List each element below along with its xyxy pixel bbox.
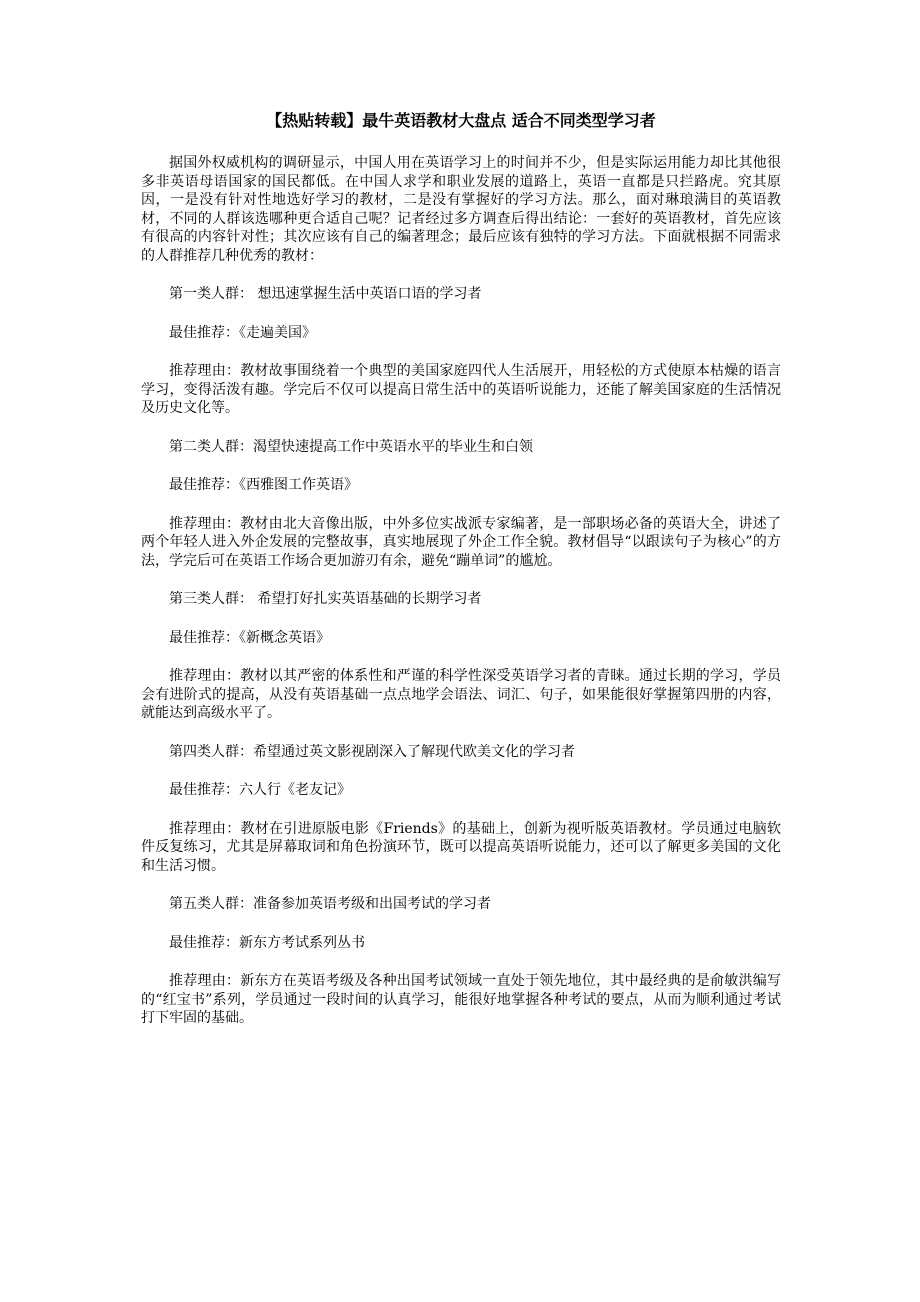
group-1-recommendation: 最佳推荐：《走遍美国》 [169,324,316,341]
group-1-reason: 推荐理由：教材故事围绕着一个典型的美国家庭四代人生活展开，用轻松的方式使原本枯燥的语言学习，变得活泼有趣。学完后不仅可以提高日常生活中的英语听说能力，还能了解美国家庭的生活情况及历史文化等。 [141,363,781,416]
group-2-heading: 第二类人群：渴望快速提高工作中英语水平的毕业生和白领 [169,438,533,455]
group-2-recommendation: 最佳推荐：《西雅图工作英语》 [169,477,358,493]
group-3-reason: 推荐理由：教材以其严密的体系性和严谨的科学性深受英语学习者的青睐。通过长期的学习，学员会有进阶式的提高，从没有英语基础一点点地学会语法、词汇、句子，如果能很好掌握第四册的内容，就能达到高级水平了。 [141,668,781,721]
group-4-recommendation: 最佳推荐：六人行《老友记》 [169,782,351,798]
group-4-reason: 推荐理由：教材在引进原版电影《Friends》的基础上，创新为视听版英语教材。学员通过电脑软件反复练习，尤其是屏幕取词和角色扮演环节，既可以提高英语听说能力，还可以了解更多美国的文化和生活习惯。 [141,820,781,874]
group-5-recommendation: 最佳推荐：新东方考试系列丛书 [169,934,365,951]
group-3-heading: 第三类人群： 希望打好扎实英语基础的长期学习者 [169,591,482,607]
group-3-recommendation: 最佳推荐：《新概念英语》 [169,629,330,646]
group-4-heading: 第四类人群：希望通过英文影视剧深入了解现代欧美文化的学习者 [169,743,575,760]
group-1-heading: 第一类人群： 想迅速掌握生活中英语口语的学习者 [169,286,482,302]
group-2-reason: 推荐理由：教材由北大音像出版，中外多位实战派专家编著，是一部职场必备的英语大全，讲述了两个年轻人进入外企发展的完整故事，真实地展现了外企工作全貌。教材倡导“以跟读句子为核心”的方法，学完后可在英语工作场合更加游刃有余，避免“蹦单词”的尴尬。 [141,515,781,569]
document-title: 【热贴转载】最牛英语教材大盘点 适合不同类型学习者 [266,111,656,130]
group-5-reason: 推荐理由：新东方在英语考级及各种出国考试领域一直处于领先地位，其中最经典的是俞敏洪编写的“红宝书”系列，学员通过一段时间的认真学习，能很好地掌握各种考试的要点，从而为顺利通过考试打下牢固的基础。 [141,973,781,1026]
document-page [141,110,781,1048]
intro-paragraph: 据国外权威机构的调研显示，中国人用在英语学习上的时间并不少，但是实际运用能力却比其他很多非英语母语国家的国民都低。在中国人求学和职业发展的道路上，英语一直都是只拦路虎。究其原因，一是没有针对性地选好学习的教材，二是没有掌握好的学习方法。那么，面对琳琅满目的英语教材，不同的人群该选哪种更合适自己呢？记者经过多方调查后得出结论：一套好的英语教材，首先应该有很高的内容针对性；其次应该有自己的编著理念；最后应该有独特的学习方法。下面就根据不同需求的人群推荐几种优秀的教材： [141,155,781,264]
group-5-heading: 第五类人群：准备参加英语考级和出国考试的学习者 [169,896,491,912]
